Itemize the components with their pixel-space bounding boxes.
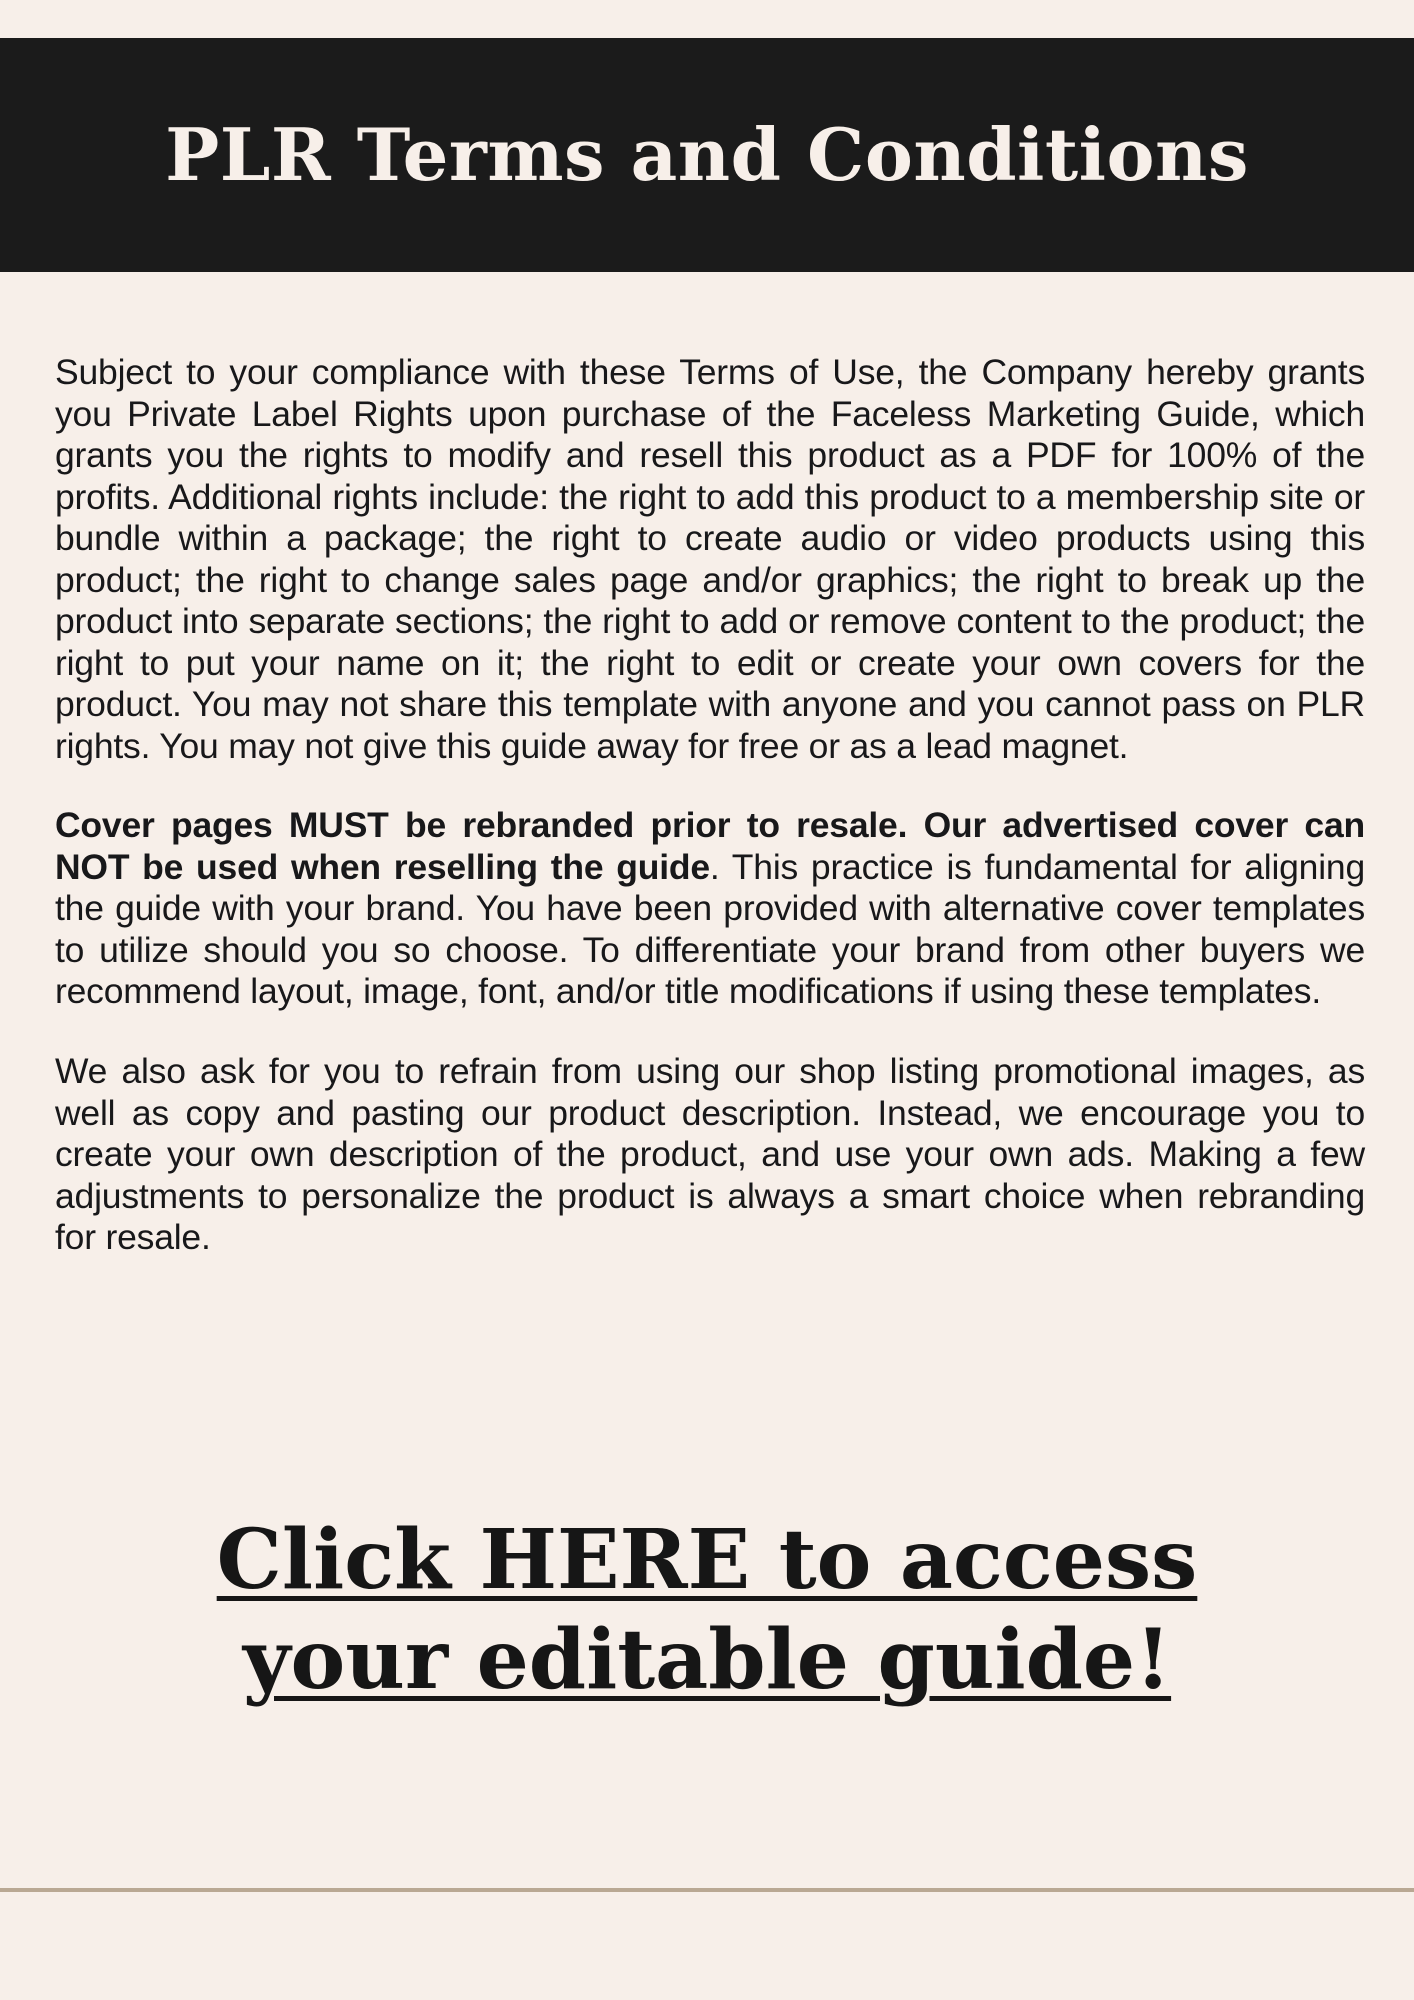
footer-divider [0,1888,1414,1892]
access-editable-guide-link[interactable]: Click HERE to access your editable guide! [216,1512,1198,1709]
page-title: PLR Terms and Conditions [165,112,1249,198]
page-header-band [0,38,1414,272]
paragraph-cover-rebranding [55,805,1365,1013]
body-content [55,352,1365,1259]
cta-section [0,1510,1414,1710]
paragraph-rights-grant: Subject to your compliance with these Terms of Use, the Company hereby grants you Private Label Rights upon purchase of the Faceless Marketing Guide, which grants you the rights to modify and resell this product as a PDF for 100% of the profits. Additional rights include: the right to add this product to a membership site or bundle within a package; the right to create audio or video products using this product; the right to change sales page and/or graphics; the right to break up the product into separate sections; the right to add or remove content to the product; the right to put your name on it; the right to edit or create your own covers for the product. You may not share this template with anyone and you cannot pass on PLR rights. You may not give this guide away for free or as a lead magnet. [55,352,1365,766]
cover-rebranding-emphasis: Cover pages MUST be rebranded prior to resale. Our advertised cover can NOT be used when reselling the guide [55,805,1365,887]
cover-rebranding-text: . This practice is fundamental for aligning the guide with your brand. You have been provided with alternative cover templates to utilize should you so choose. To differentiate your brand from other buyers we recommend layout, image, font, and/or title modifications if using these templates. [55,846,1365,1012]
paragraph-promotional-images: We also ask for you to refrain from using our shop listing promotional images, as well as copy and pasting our product description. Instead, we encourage you to create your own description of the product, and use your own ads. Making a few adjustments to personalize the product is always a smart choice when rebranding for resale. [55,1050,1365,1258]
